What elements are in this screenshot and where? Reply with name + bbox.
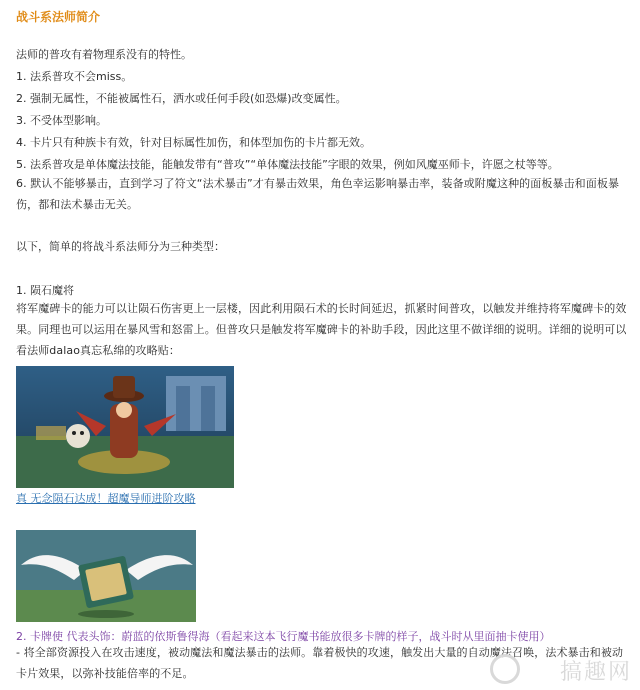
point-1: 1. 法系普攻不会miss。 (16, 70, 133, 83)
types-intro: 以下，简单的将战斗系法师分为三种类型： (16, 240, 225, 253)
site-logo-icon (490, 654, 520, 684)
point-4: 4. 卡片只有种族卡有效，针对目标属性加伤，和体型加伤的卡片都无效。 (16, 136, 371, 149)
section2-heading: 2. 卡牌使 代表头饰：蔚蓝的依斯鲁得海（看起来这本飞行魔书能放很多卡牌的样子，战斗时从里面抽卡使用） (16, 630, 551, 643)
section1-body: 将军魔碑卡的能力可以让陨石伤害更上一层楼，因此利用陨石术的长时间延迟，抓紧时间普攻，以触发并维持将军魔碑卡的效果。同理也可以运用在暴风雪和怒雷上。但普攻只是触发将军魔碑卡的补助手段，因此这里不做详细的说明。详细的说明可以看法师dalao真忘私绵的攻略贴： (16, 302, 627, 357)
site-watermark: 搞趣网 (559, 660, 632, 685)
section2-body: - 将全部资源投入在攻击速度，被动魔法和魔法暴击的法师。靠着极快的攻速，触发出大量的自动魔法召唤，法术暴击和被动卡片效果，以弥补技能倍率的不足。 (16, 646, 624, 680)
point-5: 5. 法系普攻是单体魔法技能，能触发带有“普攻”“单体魔法技能”字眼的效果，例如风魔巫师卡，许愿之杖等等。 (16, 158, 559, 171)
section1-heading: 1. 陨石魔将 (16, 284, 74, 297)
meteor-mage-screenshot (16, 366, 234, 488)
flying-book-screenshot (16, 530, 196, 622)
point-6: 6. 默认不能够暴击，直到学习了符文“法术暴击”才有暴击效果，角色幸运影响暴击率，装备或附魔这种的面板暴击和面板暴伤，都和法术暴击无关。 (16, 177, 620, 211)
point-2: 2. 强制无属性，不能被属性石，洒水或任何手段(如恐爆)改变属性。 (16, 92, 347, 105)
intro-text: 法师的普攻有着物理系没有的特性。 (16, 48, 192, 61)
guide-link[interactable]: 真 无念陨石达成！超魔导师进阶攻略 (16, 492, 196, 505)
point-3: 3. 不受体型影响。 (16, 114, 107, 127)
article-title: 战斗系法师简介 (16, 10, 101, 24)
